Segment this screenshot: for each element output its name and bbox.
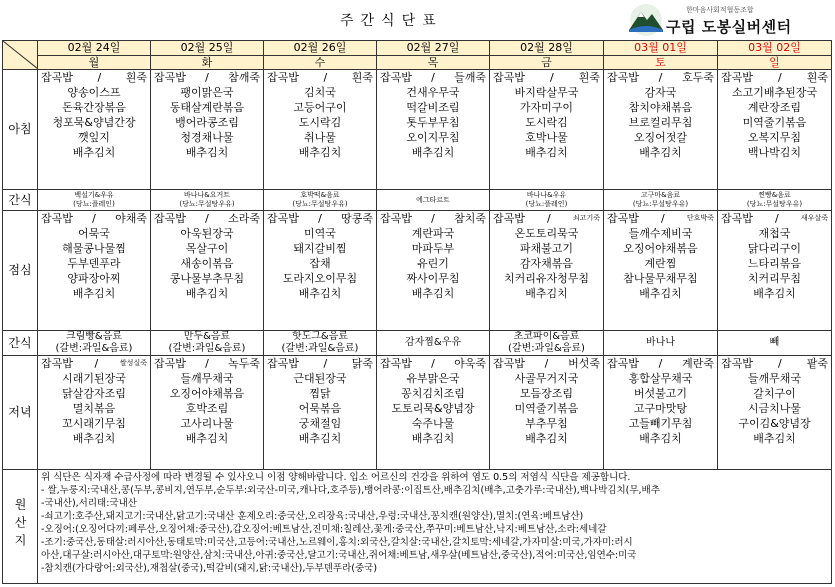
- meal-cell: [38, 356, 151, 470]
- meal-header: [490, 70, 603, 85]
- meal-cell: [604, 356, 718, 470]
- notes-line: -오징어:(오징어다끼:페루산,오징어채:중국산),갑오징어:베트남산,진미채:칠레산,꽃게:중국산,쭈꾸미:베트남산,낙지:베트남산,소라:세네갈: [41, 524, 607, 535]
- snack-line: (갈변:과일&음료): [281, 343, 359, 354]
- dish-item: 양송이스프: [67, 86, 121, 99]
- dish-item: 깻잎지: [78, 131, 110, 144]
- separator: /: [431, 357, 435, 370]
- dish-item: 고구마맛탕: [633, 402, 688, 415]
- snack-line: 초코파이&음료: [513, 331, 580, 342]
- meal-cell: [151, 211, 264, 331]
- porridge-label: 버섯죽: [568, 357, 600, 370]
- weekday-cell: 일: [718, 55, 832, 70]
- separator: /: [431, 71, 435, 84]
- separator: /: [661, 212, 665, 225]
- separator: /: [658, 71, 663, 84]
- porridge-label: 흰죽: [351, 71, 373, 84]
- separator: /: [97, 71, 102, 84]
- dish-item: 돼지갈비찜: [293, 242, 347, 255]
- snack-line: (갈변:과일&음료): [168, 343, 246, 354]
- porridge-label: 녹두죽: [228, 357, 260, 370]
- weekday-cell: 금: [490, 55, 604, 70]
- separator: /: [547, 212, 551, 225]
- dish-item: 모듬장조림: [519, 387, 574, 400]
- snack-cell: [38, 331, 151, 356]
- dish-item: 잡채: [309, 257, 331, 270]
- meal-header: [264, 356, 376, 371]
- lunch-label: 점심: [3, 211, 38, 331]
- dish-item: 뱅어라콩조림: [175, 116, 239, 129]
- dish-item: 가자미구이: [519, 101, 574, 114]
- dish-item: 김치국: [304, 86, 336, 99]
- dish-item: 동태살계란볶음: [169, 101, 245, 114]
- dish-item: 팽이맑은국: [180, 86, 234, 99]
- dish-item: 꽁치김치조림: [401, 387, 465, 400]
- meal-header: [151, 70, 263, 85]
- snack-line: (갈변:과일&음료): [55, 343, 133, 354]
- separator: /: [323, 71, 328, 84]
- snack1-row: [3, 190, 832, 211]
- separator: /: [205, 212, 209, 225]
- meal-header: [604, 211, 717, 226]
- separator: /: [777, 357, 782, 370]
- date-cell: 02월 26일: [264, 41, 377, 56]
- snack2-label: 간식: [3, 331, 38, 356]
- dish-item: 목살구이: [185, 242, 229, 255]
- dish-item: 들깨무채국: [180, 372, 234, 385]
- dish-item: 배추김치: [525, 432, 568, 445]
- weekday-cell: 수: [264, 55, 377, 70]
- dish-item: 배추김치: [753, 287, 796, 300]
- dish-item: 느타리볶음: [747, 257, 802, 270]
- header-corner: [3, 41, 38, 70]
- meal-header: [490, 211, 603, 226]
- dish-item: 돈육간장볶음: [62, 101, 126, 114]
- porridge-label: 들깨죽: [454, 71, 486, 84]
- meal-header: [377, 356, 489, 371]
- dish-item: 양파장아찌: [67, 272, 121, 285]
- porridge-label: 흰죽: [125, 71, 147, 84]
- porridge-label: 계란죽: [682, 357, 714, 370]
- weekly-menu-table: [2, 40, 832, 584]
- dish-item: 미역줄기볶음: [514, 402, 579, 415]
- weekday-row: [3, 55, 832, 70]
- meal-cell: [377, 211, 490, 331]
- meal-cell: [718, 356, 832, 470]
- snack-cell: [490, 190, 604, 211]
- separator: /: [777, 71, 782, 84]
- separator: /: [658, 357, 663, 370]
- separator: /: [775, 212, 779, 225]
- snack-line: 백설기&우유: [74, 191, 114, 199]
- notes-line: -쇠고기:호주산,돼지고기:국내산,닭고기:국내산 훈제오리:중국산,오리장육:국내산,우렁:국내산,꽁치캔(원양산),멸치:(연육:베트남산): [41, 511, 584, 522]
- logo-title: 구립 도봉실버센터: [666, 18, 792, 36]
- separator: /: [323, 357, 328, 370]
- dish-item: 유부맑은국: [406, 372, 460, 385]
- dish-item: 짜사이무침: [406, 272, 460, 285]
- dish-item: 멸치볶음: [72, 402, 116, 415]
- dish-item: 배추김치: [525, 287, 568, 300]
- dish-item: 건새우무국: [406, 86, 460, 99]
- date-header-row: [3, 41, 832, 56]
- weekday-cell: 화: [151, 55, 264, 70]
- dish-item: 꼬시래기무침: [62, 417, 126, 430]
- dish-item: 브로컬리무침: [628, 116, 693, 129]
- porridge-label: 야채죽: [115, 212, 147, 225]
- meal-cell: [151, 70, 264, 190]
- snack-line: (당뇨:플레인): [525, 200, 568, 208]
- meal-cell: [264, 356, 377, 470]
- dish-item: 새송이볶음: [180, 257, 234, 270]
- dish-item: 근대된장국: [293, 372, 347, 385]
- rice-label: 잡곡밥: [41, 357, 73, 370]
- dish-item: 미역줄기볶음: [742, 116, 807, 129]
- meal-header: [38, 211, 150, 226]
- dish-item: 치커리유자청무침: [503, 272, 589, 285]
- mountain-logo-icon: [626, 3, 666, 37]
- dish-item: 온도토리묵국: [514, 227, 579, 240]
- rice-label: 잡곡밥: [721, 357, 753, 370]
- dish-item: 배추김치: [639, 287, 682, 300]
- meal-header: [718, 70, 831, 85]
- separator: /: [205, 71, 209, 84]
- dish-item: 들깨수제비국: [628, 227, 693, 240]
- date-cell: 03월 02일: [718, 41, 832, 56]
- snack-cell: [718, 190, 832, 211]
- dish-item: 고들빼기무침: [628, 417, 693, 430]
- dish-item: 고등어구이: [293, 101, 347, 114]
- notes-line: -조기:중국산,동태살:러시아산,동태토막:미국산,고등어:국내산,노르웨이,홍치:외국산,갈치살:국내산,갈치토막:세네갈,가자미살:미국,가자미:러시: [41, 537, 633, 548]
- dish-item: 시금치나물: [747, 402, 802, 415]
- dish-item: 오복지무침: [747, 131, 802, 144]
- rice-label: 잡곡밥: [380, 71, 412, 84]
- meal-header: [151, 211, 263, 226]
- snack-line: 바나나&우유: [526, 191, 567, 199]
- origin-label: [3, 470, 38, 584]
- rice-label: 잡곡밥: [607, 71, 639, 84]
- snack-cell: [604, 190, 718, 211]
- meal-header: [38, 356, 150, 371]
- rice-label: 잡곡밥: [493, 357, 525, 370]
- dish-item: 오징어젓갈: [633, 131, 688, 144]
- weekday-cell: 토: [604, 55, 718, 70]
- meal-header: [490, 356, 603, 371]
- dinner-row: [3, 356, 832, 470]
- dish-item: 톳두부무침: [406, 116, 460, 129]
- snack-cell: [264, 331, 377, 356]
- dish-item: 배추김치: [639, 146, 682, 159]
- dish-item: 콩나물부추무침: [169, 272, 245, 285]
- dish-item: 배추김치: [298, 146, 342, 159]
- separator: /: [318, 212, 322, 225]
- meal-cell: [718, 211, 832, 331]
- dish-item: 재첩국: [758, 227, 791, 240]
- dinner-label: 저녁: [3, 356, 38, 470]
- lunch-row: [3, 211, 832, 331]
- dish-item: 도라지오이무침: [282, 272, 358, 285]
- dish-item: 마파두부: [411, 242, 455, 255]
- meal-header: [718, 356, 831, 371]
- snack-line: (갈변:과일&음료): [508, 343, 585, 354]
- snack-line: 감자찜&우유: [404, 337, 462, 348]
- porridge-label: 새우살죽: [800, 214, 828, 222]
- weekday-cell: 월: [38, 55, 151, 70]
- dish-item: 청경채나물: [180, 131, 234, 144]
- dish-item: 호박조림: [185, 402, 229, 415]
- dish-item: 배추김치: [185, 287, 229, 300]
- meal-cell: [604, 70, 718, 190]
- dish-item: 계란장조림: [747, 101, 802, 114]
- meal-cell: [490, 70, 604, 190]
- rice-label: 잡곡밥: [721, 71, 753, 84]
- snack-line: 바나나&요거트: [183, 191, 231, 199]
- snack1-label: 간식: [3, 190, 38, 211]
- dish-item: 찜닭: [309, 387, 331, 400]
- dish-item: 파채불고기: [519, 242, 574, 255]
- dish-item: 감자채볶음: [519, 257, 574, 270]
- dish-item: 배추김치: [72, 432, 116, 445]
- notes-line: -참치캔(가다랑어:외국산),재첩살(중국),떡갈비(돼지,닭:국내산),두부덴푸라(중국): [41, 563, 378, 574]
- rice-label: 잡곡밥: [154, 212, 186, 225]
- rice-label: 잡곡밥: [493, 212, 525, 225]
- dish-item: 고사리나물: [180, 417, 234, 430]
- notes-line: 아산,대구살:러시아산,대구토막:원양산,삼치:국내산,아귀:중국산,달고기:국내산,쥐어채:베트남,새우살(베트남산,중국산),적어:미국산,임연수:미국: [41, 550, 637, 561]
- rice-label: 잡곡밥: [154, 357, 186, 370]
- center-logo: [626, 3, 831, 39]
- porridge-label: 야욱죽: [454, 357, 486, 370]
- separator: /: [549, 71, 554, 84]
- meal-header: [377, 70, 489, 85]
- rice-label: 잡곡밥: [380, 357, 412, 370]
- meal-cell: [718, 70, 832, 190]
- porridge-label: 쌀성실죽: [119, 359, 147, 367]
- snack-line: (당뇨:플레인): [73, 200, 115, 208]
- meal-header: [264, 70, 376, 85]
- rice-label: 잡곡밥: [267, 212, 299, 225]
- dish-item: 배추김치: [298, 287, 342, 300]
- porridge-label: 호두죽: [682, 71, 714, 84]
- dish-item: 미역국: [304, 227, 336, 240]
- dish-item: 시래기된장국: [62, 372, 126, 385]
- page-title: 주간식단표: [340, 13, 443, 29]
- rice-label: 잡곡밥: [721, 212, 753, 225]
- snack-line: (당뇨:무설탕우유): [179, 200, 235, 208]
- dish-item: 배추김치: [185, 432, 229, 445]
- dish-item: 어묵볶음: [298, 402, 342, 415]
- dish-item: 궁채절임: [298, 417, 342, 430]
- dish-item: 아욱된장국: [180, 227, 234, 240]
- meal-header: [151, 356, 263, 371]
- meal-cell: [377, 70, 490, 190]
- snack-line: 고구마&음료: [640, 191, 681, 199]
- dish-item: 배추김치: [298, 432, 342, 445]
- meal-header: [604, 356, 717, 371]
- dish-item: 호박나물: [525, 131, 568, 144]
- dish-item: 배추김치: [411, 432, 455, 445]
- snack-line: (당뇨:무설탕우유): [632, 200, 689, 208]
- dish-item: 갈치구이: [753, 387, 796, 400]
- snack-cell: [718, 331, 832, 356]
- dish-item: 닭다리구이: [747, 242, 802, 255]
- dish-item: 숙주나물: [411, 417, 455, 430]
- porridge-label: 땅콩죽: [341, 212, 373, 225]
- date-cell: 03월 01일: [604, 41, 718, 56]
- snack-cell: [604, 331, 718, 356]
- porridge-label: 참깨죽: [228, 71, 260, 84]
- porridge-label: 단호박죽: [686, 214, 714, 222]
- dish-item: 두부덴푸라: [67, 257, 121, 270]
- dish-item: 감자국: [644, 86, 677, 99]
- snack-line: 핫도그&음료: [291, 331, 349, 342]
- dish-item: 구이김&양념장: [738, 417, 811, 430]
- dish-item: 배추김치: [525, 146, 568, 159]
- snack-cell: [490, 331, 604, 356]
- dish-item: 배추김치: [639, 432, 682, 445]
- dish-item: 들깨무채국: [747, 372, 802, 385]
- meal-header: [264, 211, 376, 226]
- dish-item: 오징어야채볶음: [169, 387, 245, 400]
- snack-line: (당뇨:무설탕우유): [292, 200, 348, 208]
- meal-cell: [490, 211, 604, 331]
- snack-line: 에그타르트: [416, 195, 450, 204]
- dish-item: 부추무침: [525, 417, 568, 430]
- dish-item: 배추김치: [411, 146, 455, 159]
- rice-label: 잡곡밥: [267, 357, 299, 370]
- dish-item: 계란찜: [644, 257, 677, 270]
- snack-line: 빼: [769, 337, 780, 348]
- notes-line: -국내산),서리태:국내산: [41, 498, 137, 509]
- rice-label: 잡곡밥: [607, 212, 639, 225]
- meal-cell: [604, 211, 718, 331]
- origin-notes: [38, 470, 832, 584]
- dish-item: 청포묵&양념간장: [52, 116, 136, 129]
- meal-cell: [151, 356, 264, 470]
- dish-item: 오이지무침: [406, 131, 460, 144]
- snack-cell: [151, 190, 264, 211]
- breakfast-row: [3, 70, 832, 190]
- dish-item: 떡갈비조림: [406, 101, 460, 114]
- dish-item: 배추김치: [72, 287, 116, 300]
- porridge-label: 소라죽: [228, 212, 260, 225]
- diagonal-line: [3, 41, 38, 69]
- meal-header: [604, 70, 717, 85]
- dish-item: 배추김치: [185, 146, 229, 159]
- dish-item: 도토리묵&양념장: [391, 402, 475, 415]
- porridge-label: 참치죽: [454, 212, 486, 225]
- meal-header: [718, 211, 831, 226]
- dish-item: 참나물무채무침: [623, 272, 698, 285]
- snack-line: 찐빵&음료: [758, 191, 791, 199]
- porridge-label: 쇠고기죽: [572, 214, 600, 222]
- snack-line: (당뇨:무설탕우유): [746, 200, 803, 208]
- notes-line: - 쌀,누룽지:국내산,콩(두부,콩비지,연두부,순두부:외국산-미국,캐나다,호주등),뱅어라콩:이집트산,배추김치(배추,고춧가루:국내산),백나박김치(무,배추: [41, 485, 660, 496]
- separator: /: [431, 212, 435, 225]
- dish-item: 유린기: [417, 257, 449, 270]
- rice-label: 잡곡밥: [41, 212, 73, 225]
- rice-label: 잡곡밥: [154, 71, 186, 84]
- rice-label: 잡곡밥: [267, 71, 299, 84]
- meal-cell: [377, 356, 490, 470]
- snack2-row: [3, 331, 832, 356]
- snack-cell: [151, 331, 264, 356]
- breakfast-label: 아침: [3, 70, 38, 190]
- date-cell: 02월 24일: [38, 41, 151, 56]
- logo-subtitle: 한마음사회적협동조합: [686, 6, 754, 14]
- dish-item: 버섯불고기: [633, 387, 688, 400]
- dish-item: 배추김치: [411, 287, 455, 300]
- snack-line: 바나나: [646, 337, 675, 348]
- dish-item: 도시락김: [298, 116, 342, 129]
- notes-line: 위 식단은 식자재 수급사정에 따라 변경될 수 있사오니 이점 양해바랍니다. 입소 어르신의 건강을 위하여 염도 0.5의 저염식 식단을 제공합니다.: [41, 472, 631, 483]
- dish-item: 해물콩나물찜: [62, 242, 126, 255]
- meal-cell: [38, 70, 151, 190]
- dish-item: 도시락김: [525, 116, 568, 129]
- dish-item: 소고기배추된장국: [731, 86, 817, 99]
- dish-item: 참치야채볶음: [628, 101, 693, 114]
- dish-item: 어묵국: [78, 227, 110, 240]
- snack-line: 크림빵&음료: [65, 331, 123, 342]
- dish-item: 홍합살무채국: [628, 372, 693, 385]
- rice-label: 잡곡밥: [41, 71, 73, 84]
- meal-header: [38, 70, 150, 85]
- dish-item: 배추김치: [72, 146, 116, 159]
- origin-label-text: 원산지: [13, 497, 27, 552]
- separator: /: [205, 357, 209, 370]
- snack-cell: [377, 190, 490, 211]
- porridge-label: 닭죽: [351, 357, 373, 370]
- snack-line: 호박떡&음료: [300, 191, 340, 199]
- rice-label: 잡곡밥: [493, 71, 525, 84]
- date-cell: 02월 25일: [151, 41, 264, 56]
- separator: /: [94, 357, 99, 370]
- separator: /: [544, 357, 549, 370]
- separator: /: [92, 212, 96, 225]
- meal-header: [377, 211, 489, 226]
- dish-item: 닭살감자조림: [62, 387, 126, 400]
- dish-item: 배추김치: [753, 432, 796, 445]
- snack-line: 만두&음료: [183, 331, 231, 342]
- porridge-label: 팥죽: [806, 357, 828, 370]
- porridge-label: 흰죽: [578, 71, 600, 84]
- dish-item: 사골무거지국: [514, 372, 579, 385]
- dish-item: 계란파국: [411, 227, 455, 240]
- meal-cell: [490, 356, 604, 470]
- dish-item: 취나물: [304, 131, 336, 144]
- snack-cell: [38, 190, 151, 211]
- dish-item: 바지락살무국: [514, 86, 579, 99]
- dish-item: 백나박김치: [747, 146, 802, 159]
- meal-cell: [264, 70, 377, 190]
- dish-item: 치커리무침: [747, 272, 802, 285]
- meal-cell: [264, 211, 377, 331]
- date-cell: 02월 27일: [377, 41, 490, 56]
- meal-cell: [38, 211, 151, 331]
- snack-cell: [264, 190, 377, 211]
- rice-label: 잡곡밥: [380, 212, 412, 225]
- porridge-label: 흰죽: [806, 71, 828, 84]
- dish-item: 오징어야채볶음: [623, 242, 698, 255]
- snack-cell: [377, 331, 490, 356]
- rice-label: 잡곡밥: [607, 357, 639, 370]
- date-cell: 02월 28일: [490, 41, 604, 56]
- origin-row: [3, 470, 832, 584]
- weekday-cell: 목: [377, 55, 490, 70]
